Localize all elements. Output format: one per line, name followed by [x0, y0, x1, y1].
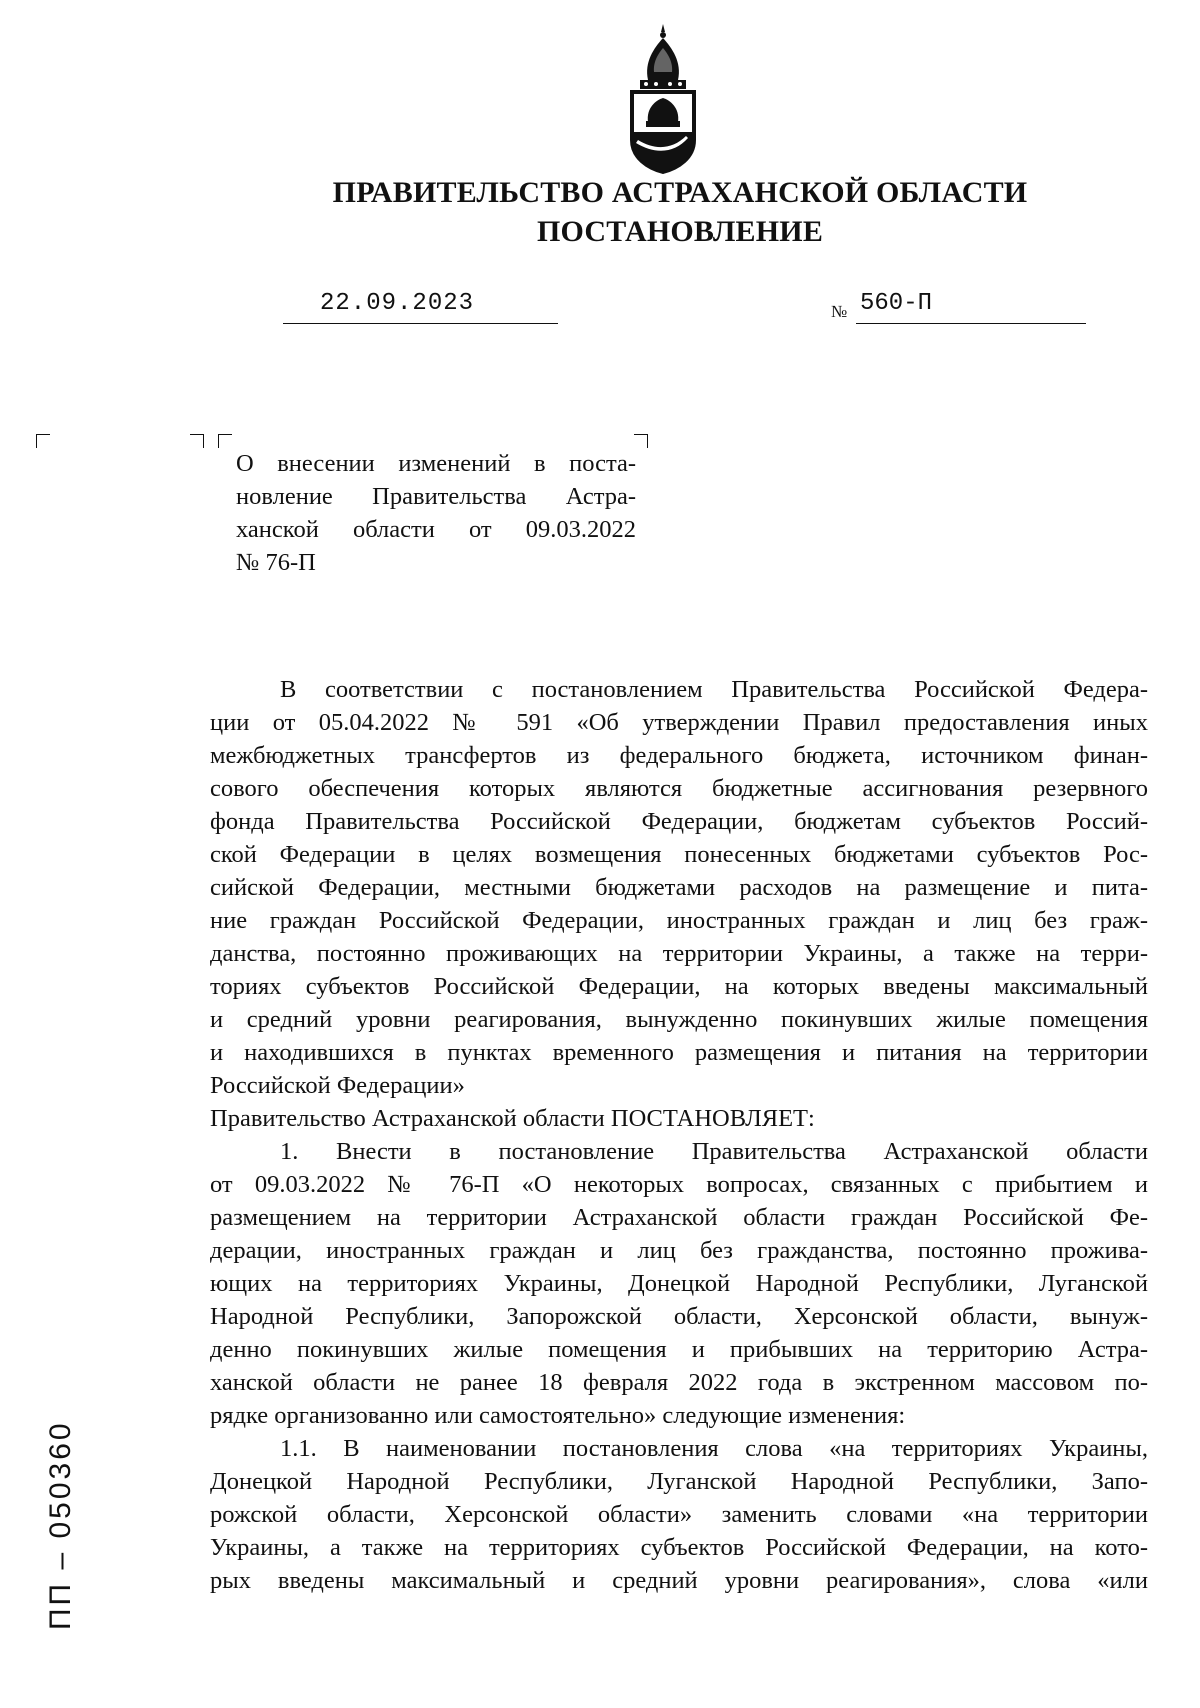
body-line: ханской области не ранее 18 февраля 2022 года в экстренном массовом по- [210, 1369, 1148, 1396]
body-line: и находившихся в пунктах временного размещения и питания на территории [210, 1039, 1148, 1066]
body-line: размещением на территории Астраханской области граждан Российской Фе- [210, 1204, 1148, 1231]
subject-line: О внесении изменений в поста- [236, 450, 636, 477]
document-number: 560-П [860, 290, 933, 317]
body-line: Донецкой Народной Республики, Луганской Народной Республики, Запо- [210, 1468, 1148, 1495]
body-line: 1.1. В наименовании постановления слова «на территориях Украины, [280, 1435, 1148, 1462]
body-line: сийской Федерации, местными бюджетами расходов на размещение и пита- [210, 874, 1148, 901]
document-body [210, 673, 1148, 1597]
corner-mark [36, 434, 50, 448]
coat-of-arms-icon [626, 22, 700, 174]
number-sign: № [831, 302, 848, 321]
side-registration-code [40, 1380, 80, 1630]
body-line: рядке организованно или самостоятельно» следующие изменения: [210, 1402, 906, 1429]
subject-line: новление Правительства Астра- [236, 483, 636, 510]
body-line: данства, постоянно проживающих на территории Украины, а также на терри- [210, 940, 1148, 967]
body-line: ториях субъектов Российской Федерации, на которых введены максимальный [210, 973, 1148, 1000]
body-line: В соответствии с постановлением Правительства Российской Федера- [280, 676, 1148, 703]
number-underline [856, 323, 1086, 324]
corner-mark [190, 434, 204, 448]
body-line: Народной Республики, Запорожской области, Херсонской области, вынуж- [210, 1303, 1148, 1330]
date-underline [283, 323, 558, 324]
side-code-text: ПП – 050360 [44, 1420, 77, 1630]
subject-line: ханской области от 09.03.2022 [236, 516, 636, 543]
body-line: рожской области, Херсонской области» заменить словами «на территории [210, 1501, 1148, 1528]
body-line: ской Федерации в целях возмещения понесенных бюджетами субъектов Рос- [210, 841, 1148, 868]
body-line: межбюджетных трансфертов из федерального бюджета, источником финан- [210, 742, 1148, 769]
document-type-title: ПОСТАНОВЛЕНИЕ [536, 215, 824, 248]
body-line: 1. Внести в постановление Правительства Астраханской области [280, 1138, 1148, 1165]
body-line: денно покинувших жилые помещения и прибывших на территорию Астра- [210, 1336, 1148, 1363]
body-line: ции от 05.04.2022 № 591 «Об утверждении Правил предоставления иных [210, 709, 1148, 736]
corner-mark [218, 434, 232, 448]
body-line: ние граждан Российской Федерации, иностранных граждан и лиц без граж- [210, 907, 1148, 934]
body-line: от 09.03.2022 № 76-П «О некоторых вопросах, связанных с прибытием и [210, 1171, 1148, 1198]
body-line: рых введены максимальный и средний уровни реагирования», слова «или [210, 1567, 1148, 1594]
document-date: 22.09.2023 [320, 290, 475, 317]
document-subject [236, 447, 636, 579]
body-line: Украины, а также на территориях субъектов Российской Федерации, на кото- [210, 1534, 1148, 1561]
body-line: сового обеспечения которых являются бюджетные ассигнования резервного [210, 775, 1148, 802]
body-line: дерации, иностранных граждан и лиц без гражданства, постоянно прожива- [210, 1237, 1148, 1264]
organization-title: ПРАВИТЕЛЬСТВО АСТРАХАНСКОЙ ОБЛАСТИ [332, 176, 1028, 209]
body-line: и средний уровни реагирования, вынужденно покинувших жилые помещения [210, 1006, 1148, 1033]
body-line: ющих на территориях Украины, Донецкой Народной Республики, Луганской [210, 1270, 1148, 1297]
body-line: Правительство Астраханской области ПОСТАНОВЛЯЕТ: [210, 1105, 815, 1132]
corner-mark [634, 434, 648, 448]
subject-line: № 76-П [236, 549, 316, 576]
body-line: Российской Федерации» [210, 1072, 465, 1099]
body-line: фонда Правительства Российской Федерации, бюджетам субъектов Россий- [210, 808, 1148, 835]
